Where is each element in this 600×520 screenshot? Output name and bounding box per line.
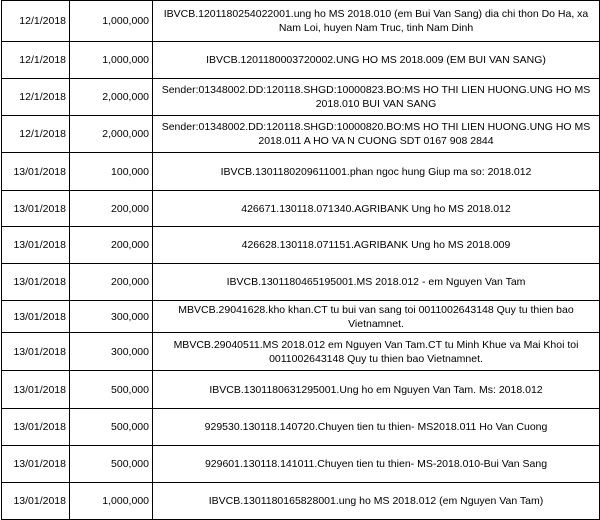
amount-cell: 200,000 [70, 264, 153, 301]
description-cell: Sender:01348002.DD:120118.SHGD:10000823.BO:MS HO THI LIEN HUONG.UNG HO MS 2018.010 BUI VAN SANG [153, 79, 600, 116]
description-cell: IBVCB.1301180465195001.MS 2018.012 - em Nguyen Van Tam [153, 264, 600, 301]
donation-ledger-table [1, 0, 600, 520]
description-cell: 426628.130118.071151.AGRIBANK Ung ho MS 2018.009 [153, 227, 600, 264]
description-cell: 929601.130118.141011.Chuyen tien tu thien- MS-2018.010-Bui Van Sang [153, 446, 600, 483]
amount-cell: 500,000 [70, 371, 153, 409]
amount-cell: 1,000,000 [70, 1, 153, 42]
table-row [2, 227, 600, 264]
date-cell: 13/01/2018 [2, 191, 70, 227]
table-row [2, 79, 600, 116]
table-row [2, 333, 600, 371]
table-row [2, 446, 600, 483]
amount-cell: 300,000 [70, 301, 153, 333]
table-row [2, 42, 600, 79]
amount-cell: 500,000 [70, 409, 153, 446]
table-row [2, 116, 600, 153]
date-cell: 13/01/2018 [2, 153, 70, 191]
amount-cell: 1,000,000 [70, 483, 153, 520]
description-cell: IBVCB.1301180631295001.Ung ho em Nguyen Van Tam. Ms: 2018.012 [153, 371, 600, 409]
date-cell: 12/1/2018 [2, 79, 70, 116]
table-row [2, 301, 600, 333]
description-cell: IBVCB.1301180209611001.phan ngoc hung Giup ma so: 2018.012 [153, 153, 600, 191]
ledger-body [2, 1, 600, 520]
table-row [2, 153, 600, 191]
date-cell: 12/1/2018 [2, 1, 70, 42]
date-cell: 13/01/2018 [2, 301, 70, 333]
amount-cell: 2,000,000 [70, 116, 153, 153]
description-cell: 929530.130118.140720.Chuyen tien tu thien- MS2018.011 Ho Van Cuong [153, 409, 600, 446]
date-cell: 12/1/2018 [2, 42, 70, 79]
amount-cell: 200,000 [70, 227, 153, 264]
table-row [2, 191, 600, 227]
table-row [2, 264, 600, 301]
date-cell: 13/01/2018 [2, 446, 70, 483]
amount-cell: 100,000 [70, 153, 153, 191]
table-row [2, 371, 600, 409]
date-cell: 13/01/2018 [2, 333, 70, 371]
date-cell: 13/01/2018 [2, 264, 70, 301]
description-cell: IBVCB.1301180165828001.ung ho MS 2018.012 (em Nguyen Van Tam) [153, 483, 600, 520]
description-cell: Sender:01348002.DD:120118.SHGD:10000820.BO:MS HO THI LIEN HUONG.UNG HO MS 2018.011 A HO VA N CUONG SDT 0167 908 2844 [153, 116, 600, 153]
description-cell: IBVCB.1201180254022001.ung ho MS 2018.010 (em Bui Van Sang) dia chi thon Do Ha, xa Nam Loi, huyen Nam Truc, tinh Nam Dinh [153, 1, 600, 42]
amount-cell: 2,000,000 [70, 79, 153, 116]
date-cell: 13/01/2018 [2, 483, 70, 520]
amount-cell: 300,000 [70, 333, 153, 371]
date-cell: 13/01/2018 [2, 227, 70, 264]
table-row [2, 1, 600, 42]
date-cell: 12/1/2018 [2, 116, 70, 153]
amount-cell: 200,000 [70, 191, 153, 227]
amount-cell: 1,000,000 [70, 42, 153, 79]
date-cell: 13/01/2018 [2, 371, 70, 409]
description-cell: MBVCB.29040511.MS 2018.012 em Nguyen Van Tam.CT tu Minh Khue va Mai Khoi toi 0011002643148 Quy tu thien bao Vietnamnet. [153, 333, 600, 371]
description-cell: IBVCB.1201180003720002.UNG HO MS 2018.009 (EM BUI VAN SANG) [153, 42, 600, 79]
date-cell: 13/01/2018 [2, 409, 70, 446]
description-cell: 426671.130118.071340.AGRIBANK Ung ho MS 2018.012 [153, 191, 600, 227]
description-cell: MBVCB.29041628.kho khan.CT tu bui van sang toi 0011002643148 Quy tu thien bao Vietnamnet. [153, 301, 600, 333]
amount-cell: 500,000 [70, 446, 153, 483]
table-row [2, 409, 600, 446]
